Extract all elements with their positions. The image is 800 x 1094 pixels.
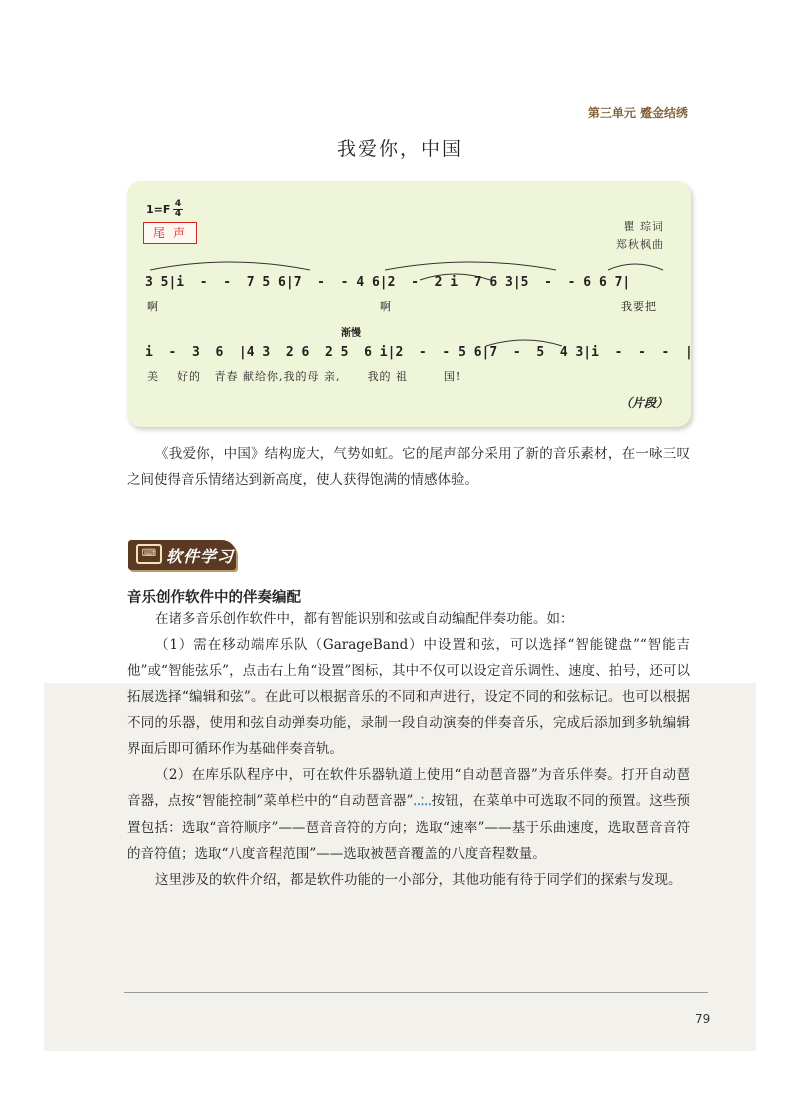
page-number: 79 <box>695 1012 711 1026</box>
slur-2 <box>385 262 556 270</box>
excerpt-note: （片段） <box>620 396 669 410</box>
footer-divider <box>124 992 708 993</box>
section-banner-title: 软件学习 <box>166 547 235 566</box>
lyric-line-2: 美 好的 青春 献给你,我的母 亲, 我的 祖 国! <box>147 370 462 383</box>
slur-3 <box>608 264 663 270</box>
lyric-line-1-b: 啊 <box>380 300 392 313</box>
key-signature: 1=F <box>146 203 171 216</box>
body-paragraph-4: 这里涉及的软件介绍，都是软件功能的一小部分，其他功能有待于同学们的探索与发现。 <box>155 872 682 888</box>
lyric-line-1-c: 我要把 <box>621 300 657 313</box>
body-paragraph-3-b: 按钮，在菜单中可选取不同的预置。这些预置包括：选取“音符顺序”——琶音音符的方向；选取“速率”——基于乐曲速度，选取琶音音符的音符值；选取“八度音程范围”——选取被琶音覆盖的八度音程数量。 <box>127 793 691 862</box>
keyboard-icon: ⌨ <box>136 544 162 564</box>
lyricist-credit: 瞿 琮词 <box>623 220 664 233</box>
slur-1 <box>150 262 310 270</box>
dynamic-marking: 渐慢 <box>341 328 361 339</box>
body-paragraph-3 <box>127 762 690 867</box>
body-text <box>127 606 690 893</box>
song-title: 我爱你，中国 <box>336 138 463 160</box>
time-signature-top: 4 <box>174 199 182 209</box>
section-label-coda: 尾声 <box>143 222 197 244</box>
unit-header: 第三单元 蹙金结绣 <box>587 106 688 120</box>
lyric-line-1-a: 啊 <box>147 300 159 313</box>
intro-paragraph: 《我爱你，中国》结构庞大，气势如虹。它的尾声部分采用了新的音乐素材，在一咏三叹之间使得音乐情绪达到新高度，使人获得饱满的情感体验。 <box>127 446 690 488</box>
body-paragraph-1: 在诸多音乐创作软件中，都有智能识别和弦或自动编配伴奏功能。如： <box>155 611 574 627</box>
notation-line-1: 3 5|i - - 7 5 6|7 - - 4 6|2 - 2 i 7 6 3|5 - - 6 6 7| <box>145 275 631 290</box>
body-paragraph-2: （1）需在移动端库乐队（GarageBand）中设置和弦，可以选择“智能键盘”“智能吉他”或“智能弦乐”，点击右上角“设置”图标，其中不仅可以设定音乐调性、速度、拍号，还可以拓展选择“编辑和弦”。在此可以根据音乐的不同和声进行，设定不同的和弦标记。也可以根据不同的乐器，使用和弦自动弹奏功能，录制一段自动演奏的伴奏音乐，完成后添加到多轨编辑界面后即可循环作为基础伴奏音轨。 <box>127 637 690 757</box>
section-subheading: 音乐创作软件中的伴奏编配 <box>127 590 301 606</box>
body-paragraph-3-a: （2）在库乐队程序中，可在软件乐器轨道上使用“自动琶音器”为音乐伴奏。打开自动琶音器，点按“智能控制”菜单栏中的“自动琶音器” <box>127 767 690 809</box>
arpeggiator-icon: ‥⁚‥ <box>413 795 432 808</box>
composer-credit: 郑秋枫曲 <box>616 238 664 251</box>
notation-line-2: i - 3 6 |4 3 2 6 2 5 6 i|2 - - 5 6|7 - 5 4 3|i - - - | <box>145 345 693 360</box>
time-signature-bottom: 4 <box>174 209 182 219</box>
